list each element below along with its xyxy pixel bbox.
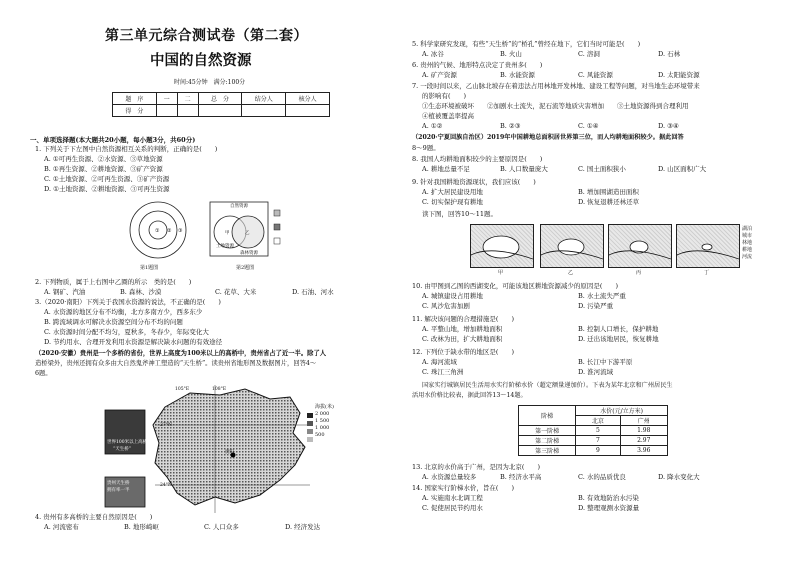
q14-option-a: A. 实施南水北调工程 [422,494,483,502]
page-subtitle: 中国的自然资源 [150,52,252,69]
map-yi [540,224,604,268]
table-header: 北京 [576,416,620,426]
intro-13-14-line1: 国家实行城镇居民生活用水实行阶梯水价（超定额量递加价）。下表为某年北京和广州居民生 [422,382,673,389]
q9-option-c: C. 切实保护现有耕地 [422,198,483,206]
q11-option-a: A. 平整山地，增加耕地面积 [422,325,503,333]
question-12: 12. 下列位于缺水带的地区是( ) [412,348,514,356]
intro-10-11: 读下图，回答10～11题。 [422,210,498,218]
venn-label: 土地资源 [216,244,234,249]
question-3: 3.（2020·南阳）下列关于我国水资源的说法，不正确的是( ) [35,298,221,306]
legend-item: 1 500 [315,418,330,424]
venn-label: 森林资源 [240,251,258,256]
map-caption: 丙 [636,270,642,276]
q3-option-a: A. 水资源的地区分布不均衡，北方多南方少，西多东少 [44,308,203,316]
q7-option-b: B. ②③ [500,122,521,130]
q10-option-a: A. 城镇建设占用耕地 [422,292,483,300]
q5-option-c: C. 溶洞 [578,50,600,58]
table-cell: 第三阶梯 [519,446,576,456]
intro-8-9-line2: 8～9题。 [412,144,440,152]
q14-option-b: B. 有效地防治水污染 [578,494,639,502]
q11-option-d: D. 迁出该地居民，恢复耕地 [578,335,659,343]
question-2: 2. 下列物质，属于上右图中乙圈的所示 类的是( ) [35,278,192,286]
question-1: 1. 下列关于下左图中自然资源相互关系的判断，正确的是( ) [35,145,218,153]
legend-item: 耕地 [742,247,753,253]
q12-option-c: C. 珠江三角洲 [422,368,464,376]
q6-option-a: A. 矿产资源 [422,71,457,79]
table-row [519,426,668,436]
q4-option-d: D. 经济发达 [285,523,321,531]
q14-option-c: C. 促使居民节约用水 [422,504,483,512]
map-label: 贵州天生桥 [107,481,130,486]
q7-items-line1: ①生态环境被破坏 ②加剧水土流失，泥石流等地质灾害增加 ③土地资源得到合理利用 [422,102,689,110]
q13-option-a: A. 水资源总量较多 [422,473,477,481]
map-label: 世界100米以上高桥中 [107,440,152,445]
section-heading: 一、单项选择题(本大题共20小题，每小题3分，共60分) [30,136,196,144]
table-cell: 5 [576,426,620,436]
score-cell-empty [156,105,177,117]
question-11: 11. 解决该问题的合理措施是( ) [412,315,514,323]
q7-option-c: C. ①④ [578,122,599,130]
score-cell: 总 分 [198,93,242,105]
q2-option-c: C. 花草、大米 [215,288,257,296]
map-caption: 乙 [568,270,574,276]
question-7-line1: 7. 一段时间以来，乙山脉北坡存在着违法占用林地开发林地、建设工程等问题，对当地生态环境带来 [412,82,700,90]
map-label: 108°E [212,387,227,392]
map-label: 24°N [160,483,172,488]
svg-text:②: ② [167,228,172,234]
q8-option-d: D. 山区面积广大 [658,165,707,173]
q1-option-d: D. ①土地资源、②耕地资源、③可再生资源 [44,185,170,193]
map-label: “天生桥” [113,447,132,452]
venn-label: 乙 [245,231,250,236]
legend-item: 城市 [742,233,753,239]
q12-option-a: A. 海河流域 [422,358,457,366]
q1-option-c: C. ①土地资源、②可再生资源、③矿产资源 [44,175,170,183]
q13-option-c: C. 水的品质优良 [578,473,626,481]
q10-option-d: D. 污染严重 [578,302,614,310]
legend-item: 1 000 [315,425,330,431]
table-cell: 第二阶梯 [519,436,576,446]
q4-option-b: B. 地形崎岖 [124,523,159,531]
venn-label: 甲 [225,231,230,236]
map-legend [742,226,752,261]
legend-item: 500 [315,432,325,438]
q12-option-d: D. 淮河流域 [578,368,614,376]
question-8: 8. 我国人均耕地面积较少的主要原因是( ) [412,155,543,163]
score-cell: 结分人 [242,93,286,105]
q1-option-b: B. ①再生资源、②耕地资源、③矿产资源 [44,165,163,173]
q6-option-b: B. 水能资源 [500,71,535,79]
intro-13-14-line2: 活用水价格比较表，据此回答13～14题。 [412,392,527,399]
figure-1-caption: 第1题图 [140,265,159,271]
question-10: 10. 由甲图到乙图的西湖变化，可能该地区耕地资源减少的原因是( ) [412,282,618,290]
q11-option-b: B. 控制人口增长，保护耕地 [578,325,659,333]
question-4: 4. 贵州有多高桥的主要自然原因是( ) [35,513,153,521]
table-cell: 第一阶梯 [519,426,576,436]
svg-text:③: ③ [178,228,183,234]
q6-option-c: C. 风能资源 [578,71,613,79]
q3-option-b: B. 跨流域调水可解决水资源空间分布不均的问题 [44,318,183,326]
legend-item: 林地 [742,240,753,246]
q6-option-d: D. 太阳能资源 [658,71,700,79]
time-score-info: 时间:45分钟 满分:100分 [174,79,246,86]
question-5: 5. 科学家研究发现，有些“天生桥”的“桥孔”曾经在地下，它们当时可能是( ) [412,40,641,48]
q3-option-d: D. 节约用水、合理开发利用水资源是解决缺水问题的有效途径 [44,338,223,346]
map-ding [676,224,740,268]
score-cell: 二 [177,93,198,105]
intro-4-6-line3: 6题。 [35,370,52,377]
question-7-line2: 的影响有( ) [422,92,467,100]
venn-label: 自然资源 [230,204,248,209]
score-cell-empty [177,105,198,117]
q2-option-d: D. 石油、河水 [292,288,334,296]
q8-option-c: C. 国土面积狭小 [578,165,626,173]
guizhou-terrain-map [95,385,345,513]
q9-option-a: A. 扩大居民建设用地 [422,188,483,196]
svg-text:①: ① [155,228,160,234]
table-cell: 7 [576,436,620,446]
intro-8-9-line1: （2020·宁夏回族自治区）2019年中国耕地总面积居世界第三位，而人均耕地面积较少。据此回答 [412,134,684,141]
figure-2-caption: 第2题图 [236,265,255,271]
q12-option-b: B. 长江中下游平原 [578,358,633,366]
q7-option-a: A. ①② [422,122,443,130]
question-6: 6. 贵州的气候、地形特点决定了贵州多( ) [412,61,543,69]
q13-option-b: B. 经济水平高 [500,473,542,481]
q5-option-d: D. 石林 [658,50,681,58]
table-cell: 9 [576,446,620,456]
q2-option-a: A. 钢矿、汽油 [44,288,86,296]
q5-option-a: A. 冰谷 [422,50,444,58]
q9-option-d: D. 恢复退耕还林还草 [578,198,640,206]
table-cell: 3.96 [620,446,667,456]
table-cell: 1.98 [620,426,667,436]
legend-item: 2 000 [315,411,330,417]
table-row [519,446,668,456]
q4-option-a: A. 河流密布 [44,523,79,531]
table-header: 阶梯 [519,406,576,426]
q4-option-c: C. 人口众多 [204,523,239,531]
score-cell-empty [242,105,286,117]
water-price-table [518,405,668,456]
map-label: 105°E [175,387,190,392]
legend-item: 湖泊 [742,226,753,232]
q2-option-b: B. 森林、沙漠 [120,288,162,296]
q7-option-d: D. ③④ [658,122,679,130]
q5-option-b: B. 火山 [500,50,522,58]
q7-items-line2: ④植被覆盖率提高 [422,112,474,120]
legend-item: 河流 [742,254,753,260]
q13-option-d: D. 降水变化大 [658,473,700,481]
elevation-legend [315,404,334,439]
map-caption: 甲 [498,270,504,276]
q1-option-a: A. ①可再生资源、②水资源、③草地资源 [44,155,163,163]
figure-1-concentric-circles [118,200,198,260]
q10-option-b: B. 水土流失严重 [578,292,626,300]
q8-option-a: A. 耕地总量不足 [422,165,470,173]
map-bing [608,224,672,268]
map-city-label: 贵阳 [225,450,234,455]
table-header: 广州 [620,416,667,426]
map-jia [470,224,534,268]
question-9: 9. 针对我国耕地资源现状，我们应该( ) [412,178,536,186]
table-row [519,436,668,446]
score-cell: 核分人 [286,93,330,105]
q9-option-b: B. 增加围湖造田面积 [578,188,639,196]
score-cell-empty [286,105,330,117]
table-cell: 2.97 [620,436,667,446]
table-header: 水价(元/立方米) [576,406,668,416]
score-cell: 一 [156,93,177,105]
q3-option-c: C. 水资源时间分配不均匀，夏秋多，冬春少，年际变化大 [44,328,209,336]
intro-4-6-line2: 造桥梁外，贵州还拥有众多由大自然鬼斧神工塑造的“天生桥”。读贵州省地形图及数据图片，回答4～ [35,360,317,367]
intro-4-6-line1: （2020·安徽）贵州是一个多桥的省份，世界上高度为100米以上的高桥中，贵州省占了近一半。除了人 [35,350,327,357]
page-title: 第三单元综合测试卷（第二套） [105,28,308,44]
score-cell: 得 分 [113,105,157,117]
question-14: 14. 国家实行阶梯水价，旨在( ) [412,484,514,492]
map-label: 拥有率一半 [107,488,130,493]
q10-option-c: C. 风沙危害加剧 [422,302,470,310]
map-caption: 丁 [704,270,710,276]
legend-item: 海拔(米) [315,404,334,410]
q11-option-c: C. 改林为田，扩大耕地面积 [422,335,503,343]
score-cell-empty [198,105,242,117]
q8-option-b: B. 人口数量庞大 [500,165,548,173]
q14-option-d: D. 整理观测水资源量 [578,504,640,512]
score-table [112,92,330,117]
score-cell: 题 序 [113,93,157,105]
map-label: 27°N [160,423,172,428]
question-13: 13. 北京的水价高于广州，是因为北京( ) [412,463,540,471]
